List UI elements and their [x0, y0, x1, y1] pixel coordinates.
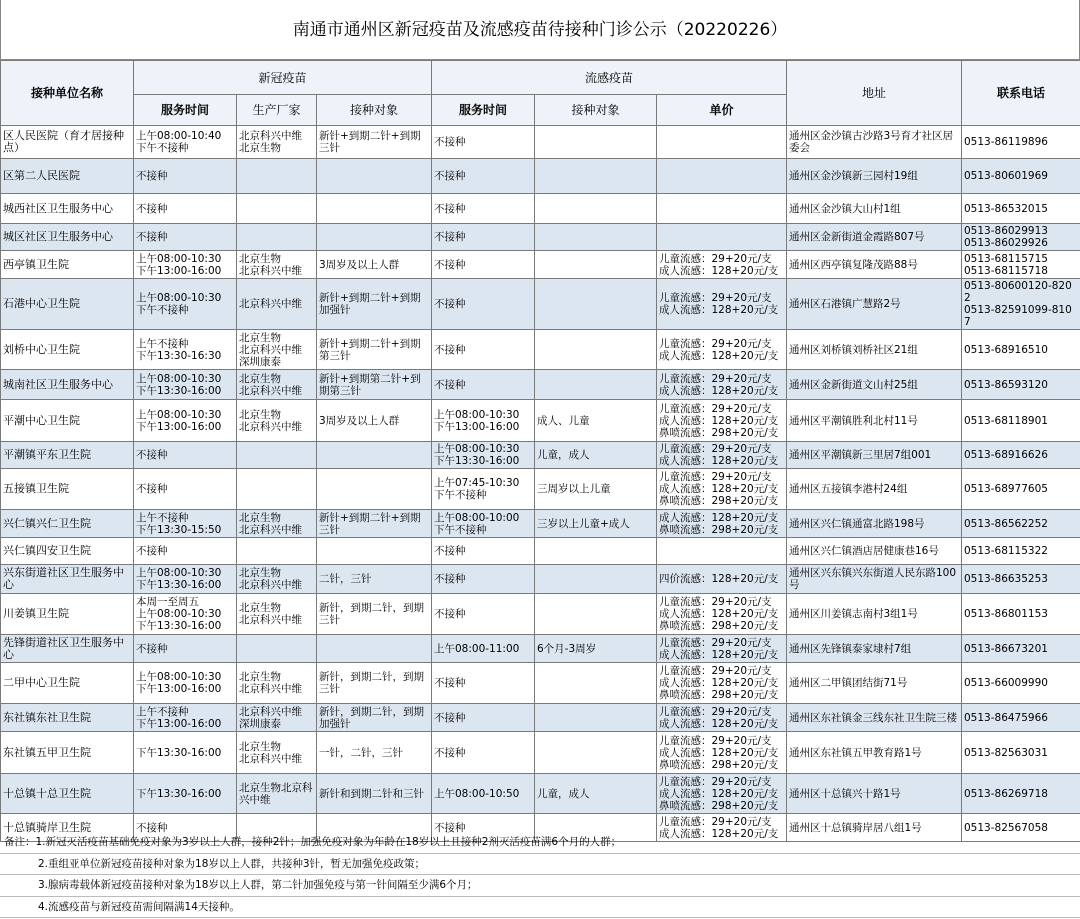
cell-unit-name: 西亭镇卫生院: [1, 251, 134, 279]
cell-covid-target: [317, 469, 432, 510]
cell-address: 通州区东社镇金三线东社卫生院三楼: [787, 704, 962, 732]
cell-flu-target: [535, 370, 657, 400]
cell-flu-time: 不接种: [432, 538, 535, 565]
cell-flu-price: 儿童流感：29+20元/支 成人流感：128+20元/支: [657, 704, 787, 732]
cell-flu-price: 儿童流感：29+20元/支 成人流感：128+20元/支 鼻喷流感：298+20元/支: [657, 400, 787, 442]
cell-unit-name: 城区社区卫生服务中心: [1, 224, 134, 251]
cell-covid-target: 新针+到期二针+到期加强针: [317, 279, 432, 330]
header-covid-target: 接种对象: [317, 95, 432, 126]
cell-address: 通州区平潮镇新三里居7组001: [787, 442, 962, 469]
cell-flu-price: 儿童流感：29+20元/支 成人流感：128+20元/支: [657, 279, 787, 330]
cell-covid-time: 上午08:00-10:40 下午不接种: [134, 126, 237, 159]
cell-phone: 0513-68115715 0513-68115718: [962, 251, 1080, 279]
cell-flu-time: 不接种: [432, 330, 535, 370]
cell-address: 通州区刘桥镇刘桥社区21组: [787, 330, 962, 370]
cell-flu-target: 6个月-3周岁: [535, 635, 657, 663]
cell-flu-target: [535, 538, 657, 565]
cell-phone: 0513-86475966: [962, 704, 1080, 732]
cell-phone: 0513-82563031: [962, 732, 1080, 774]
cell-covid-time: 不接种: [134, 224, 237, 251]
cell-flu-price: [657, 224, 787, 251]
cell-covid-time: 不接种: [134, 635, 237, 663]
cell-address: 通州区平潮镇胜利北村11号: [787, 400, 962, 442]
table-row: [1, 279, 1080, 330]
cell-unit-name: 五接镇卫生院: [1, 469, 134, 510]
cell-phone: 0513-86532015: [962, 194, 1080, 224]
cell-covid-target: [317, 194, 432, 224]
cell-covid-target: 新针，到期二针，到期三针: [317, 594, 432, 635]
cell-flu-price: 儿童流感：29+20元/支 成人流感：128+20元/支 鼻喷流感：298+20元/支: [657, 663, 787, 704]
table-row: [1, 663, 1080, 704]
cell-covid-maker: [237, 224, 317, 251]
cell-flu-price: 儿童流感：29+20元/支 成人流感：128+20元/支: [657, 814, 787, 842]
table-row: [1, 370, 1080, 400]
cell-covid-maker: 北京科兴中维 深圳康泰: [237, 704, 317, 732]
cell-covid-maker: [237, 442, 317, 469]
cell-covid-time: 上午不接种 下午13:30-15:50: [134, 510, 237, 538]
cell-unit-name: 平潮镇平东卫生院: [1, 442, 134, 469]
cell-phone: 0513-86635253: [962, 565, 1080, 594]
cell-unit-name: 二甲中心卫生院: [1, 663, 134, 704]
header-unit: 接种单位名称: [1, 61, 134, 126]
note-line: 3.腺病毒载体新冠疫苗接种对象为18岁以上人群，第二针加强免疫与第一针间隔至少满6个月；: [0, 875, 1080, 897]
note-line: 2.重组亚单位新冠疫苗接种对象为18岁以上人群，共接种3针，暂无加强免疫政策；: [0, 854, 1080, 876]
cell-flu-time: 不接种: [432, 159, 535, 194]
table-body: [1, 126, 1080, 842]
cell-unit-name: 城西社区卫生服务中心: [1, 194, 134, 224]
cell-covid-time: 不接种: [134, 469, 237, 510]
cell-flu-time: 不接种: [432, 194, 535, 224]
cell-address: 通州区兴仁镇通富北路198号: [787, 510, 962, 538]
cell-flu-time: 不接种: [432, 126, 535, 159]
table-row: [1, 330, 1080, 370]
cell-covid-target: 新针+到期二针+到期三针: [317, 126, 432, 159]
cell-covid-maker: 北京科兴中维: [237, 279, 317, 330]
cell-address: 通州区兴东镇兴东街道人民东路100号: [787, 565, 962, 594]
cell-phone: 0513-86119896: [962, 126, 1080, 159]
cell-flu-price: 儿童流感：29+20元/支 成人流感：128+20元/支: [657, 442, 787, 469]
header-flu-target: 接种对象: [535, 95, 657, 126]
cell-covid-target: [317, 538, 432, 565]
cell-unit-name: 平潮中心卫生院: [1, 400, 134, 442]
cell-covid-target: 3周岁及以上人群: [317, 251, 432, 279]
cell-covid-maker: [237, 635, 317, 663]
table-row: [1, 469, 1080, 510]
cell-covid-maker: 北京生物 北京科兴中维: [237, 510, 317, 538]
cell-covid-time: 本周一至周五 上午08:00-10:30 下午13:30-16:00: [134, 594, 237, 635]
cell-address: 通州区金沙镇古沙路3号育才社区居委会: [787, 126, 962, 159]
cell-unit-name: 先锋街道社区卫生服务中心: [1, 635, 134, 663]
page-title: 南通市通州区新冠疫苗及流感疫苗待接种门诊公示（20220226）: [0, 0, 1080, 60]
table-row: [1, 510, 1080, 538]
cell-phone: 0513-86029913 0513-86029926: [962, 224, 1080, 251]
cell-address: 通州区兴仁镇酒店居健康巷16号: [787, 538, 962, 565]
cell-address: 通州区十总镇骑岸居八组1号: [787, 814, 962, 842]
cell-flu-price: 四价流感：128+20元/支: [657, 565, 787, 594]
cell-covid-target: 3周岁及以上人群: [317, 400, 432, 442]
cell-flu-price: 儿童流感：29+20元/支 成人流感：128+20元/支 鼻喷流感：298+20元/支: [657, 469, 787, 510]
cell-phone: 0513-68977605: [962, 469, 1080, 510]
cell-phone: 0513-68118901: [962, 400, 1080, 442]
table-row: [1, 538, 1080, 565]
cell-phone: 0513-86673201: [962, 635, 1080, 663]
cell-covid-maker: 北京生物 北京科兴中维: [237, 594, 317, 635]
cell-flu-target: 三岁以上儿童+成人: [535, 510, 657, 538]
table-row: [1, 159, 1080, 194]
table-row: [1, 704, 1080, 732]
cell-flu-target: [535, 224, 657, 251]
cell-phone: 0513-86801153: [962, 594, 1080, 635]
table-row: [1, 251, 1080, 279]
cell-phone: 0513-68916510: [962, 330, 1080, 370]
cell-covid-target: 一针，二针，三针: [317, 732, 432, 774]
cell-flu-target: [535, 251, 657, 279]
cell-covid-maker: 北京生物 北京科兴中维: [237, 663, 317, 704]
cell-covid-maker: 北京生物 北京科兴中维: [237, 370, 317, 400]
table-row: [1, 224, 1080, 251]
cell-flu-target: [535, 126, 657, 159]
header-flu-time: 服务时间: [432, 95, 535, 126]
cell-phone: 0513-68115322: [962, 538, 1080, 565]
cell-address: 通州区五接镇李港村24组: [787, 469, 962, 510]
cell-covid-target: 新针和到期二针和三针: [317, 774, 432, 814]
cell-flu-time: 不接种: [432, 594, 535, 635]
cell-address: 通州区金沙镇大山村1组: [787, 194, 962, 224]
cell-covid-maker: [237, 159, 317, 194]
cell-covid-target: [317, 159, 432, 194]
cell-covid-target: 新针+到期第二针+到期第三针: [317, 370, 432, 400]
cell-flu-target: [535, 279, 657, 330]
cell-flu-target: 三周岁以上儿童: [535, 469, 657, 510]
cell-covid-time: 上午08:00-10:30 下午13:00-16:00: [134, 400, 237, 442]
cell-flu-time: 不接种: [432, 663, 535, 704]
cell-flu-time: 不接种: [432, 565, 535, 594]
cell-flu-target: [535, 565, 657, 594]
table-row: [1, 400, 1080, 442]
cell-flu-price: 儿童流感：29+20元/支 成人流感：128+20元/支 鼻喷流感：298+20元/支: [657, 732, 787, 774]
cell-flu-price: 成人流感：128+20元/支 鼻喷流感：298+20元/支: [657, 510, 787, 538]
cell-covid-time: 上午不接种 下午13:30-16:30: [134, 330, 237, 370]
header-flu-price: 单价: [657, 95, 787, 126]
cell-address: 通州区二甲镇团结街71号: [787, 663, 962, 704]
cell-covid-target: [317, 224, 432, 251]
cell-unit-name: 兴东街道社区卫生服务中心: [1, 565, 134, 594]
cell-flu-time: 上午08:00-11:00: [432, 635, 535, 663]
header-covid-time: 服务时间: [134, 95, 237, 126]
cell-covid-maker: 北京科兴中维 北京生物: [237, 126, 317, 159]
table-row: [1, 442, 1080, 469]
notes-section: [0, 832, 1080, 918]
cell-phone: 0513-66009990: [962, 663, 1080, 704]
cell-address: 通州区金新街道金霞路807号: [787, 224, 962, 251]
header-phone: 联系电话: [962, 61, 1080, 126]
cell-covid-target: [317, 442, 432, 469]
cell-flu-target: [535, 194, 657, 224]
cell-covid-target: [317, 635, 432, 663]
cell-covid-target: 新针+到期二针+到期三针: [317, 510, 432, 538]
cell-covid-maker: 北京生物 北京科兴中维: [237, 565, 317, 594]
cell-address: 通州区金新街道文山村25组: [787, 370, 962, 400]
cell-flu-price: [657, 126, 787, 159]
cell-address: 通州区川姜镇志南村3组1号: [787, 594, 962, 635]
cell-flu-target: [535, 704, 657, 732]
cell-unit-name: 石港中心卫生院: [1, 279, 134, 330]
cell-flu-price: [657, 538, 787, 565]
cell-phone: 0513-80600120-8202 0513-82591099-8107: [962, 279, 1080, 330]
cell-flu-time: 上午08:00-10:30 下午13:00-16:00: [432, 400, 535, 442]
cell-flu-target: 成人、儿童: [535, 400, 657, 442]
cell-covid-time: 不接种: [134, 194, 237, 224]
cell-unit-name: 区第二人民医院: [1, 159, 134, 194]
table-row: [1, 194, 1080, 224]
cell-address: 通州区东社镇五甲教育路1号: [787, 732, 962, 774]
cell-address: 通州区西亭镇复隆茂路88号: [787, 251, 962, 279]
clinic-table: [0, 60, 1080, 842]
cell-covid-target: 新针，到期二针，到期加强针: [317, 704, 432, 732]
cell-flu-target: [535, 330, 657, 370]
cell-covid-time: 上午08:00-10:30 下午13:00-16:00: [134, 663, 237, 704]
cell-unit-name: 区人民医院（育才居接种点）: [1, 126, 134, 159]
cell-flu-time: 上午07:45-10:30 下午不接种: [432, 469, 535, 510]
cell-covid-maker: 北京生物 北京科兴中维 深圳康泰: [237, 330, 317, 370]
cell-covid-time: 上午08:00-10:30 下午13:00-16:00: [134, 251, 237, 279]
cell-covid-target: 二针，三针: [317, 565, 432, 594]
cell-phone: 0513-86593120: [962, 370, 1080, 400]
cell-covid-maker: 北京生物 北京科兴中维: [237, 251, 317, 279]
cell-covid-time: 上午08:00-10:30 下午13:30-16:00: [134, 370, 237, 400]
cell-flu-time: 上午08:00-10:50: [432, 774, 535, 814]
cell-flu-time: 不接种: [432, 251, 535, 279]
cell-covid-maker: 北京生物北京科兴中维: [237, 774, 317, 814]
cell-unit-name: 十总镇十总卫生院: [1, 774, 134, 814]
cell-flu-price: 儿童流感：29+20元/支 成人流感：128+20元/支: [657, 635, 787, 663]
cell-flu-time: 不接种: [432, 814, 535, 842]
cell-flu-target: [535, 159, 657, 194]
cell-flu-time: 上午08:00-10:30 下午13:30-16:00: [432, 442, 535, 469]
cell-covid-maker: [237, 538, 317, 565]
cell-flu-time: 不接种: [432, 704, 535, 732]
note-line: 4.流感疫苗与新冠疫苗需间隔满14天接种。: [0, 897, 1080, 919]
cell-flu-target: [535, 594, 657, 635]
cell-flu-price: [657, 194, 787, 224]
cell-flu-price: 儿童流感：29+20元/支 成人流感：128+20元/支 鼻喷流感：298+20元/支: [657, 594, 787, 635]
table-row: [1, 635, 1080, 663]
cell-covid-time: 不接种: [134, 159, 237, 194]
cell-address: 通州区石港镇广慧路2号: [787, 279, 962, 330]
table-row: [1, 565, 1080, 594]
cell-flu-time: 不接种: [432, 370, 535, 400]
cell-unit-name: 刘桥中心卫生院: [1, 330, 134, 370]
cell-unit-name: 东社镇五甲卫生院: [1, 732, 134, 774]
cell-unit-name: 兴仁镇四安卫生院: [1, 538, 134, 565]
cell-covid-time: 不接种: [134, 814, 237, 842]
cell-unit-name: 城南社区卫生服务中心: [1, 370, 134, 400]
cell-covid-target: 新针+到期二针+到期第三针: [317, 330, 432, 370]
header-covid: 新冠疫苗: [134, 61, 432, 95]
cell-flu-price: [657, 159, 787, 194]
cell-phone: 0513-86269718: [962, 774, 1080, 814]
cell-covid-time: 下午13:30-16:00: [134, 732, 237, 774]
cell-phone: 0513-82567058: [962, 814, 1080, 842]
header-covid-maker: 生产厂家: [237, 95, 317, 126]
table-row: [1, 732, 1080, 774]
cell-covid-time: 上午08:00-10:30 下午不接种: [134, 279, 237, 330]
cell-flu-target: [535, 663, 657, 704]
table-row: [1, 774, 1080, 814]
cell-flu-time: 上午08:00-10:00 下午不接种: [432, 510, 535, 538]
cell-covid-time: 上午不接种 下午13:00-16:00: [134, 704, 237, 732]
cell-address: 通州区金沙镇新三园村19组: [787, 159, 962, 194]
cell-flu-price: 儿童流感：29+20元/支 成人流感：128+20元/支: [657, 330, 787, 370]
cell-covid-maker: 北京生物 北京科兴中维: [237, 732, 317, 774]
cell-covid-maker: 北京生物 北京科兴中维: [237, 400, 317, 442]
cell-unit-name: 兴仁镇兴仁卫生院: [1, 510, 134, 538]
cell-address: 通州区十总镇兴十路1号: [787, 774, 962, 814]
cell-covid-maker: [237, 194, 317, 224]
cell-unit-name: 十总镇骑岸卫生院: [1, 814, 134, 842]
cell-unit-name: 东社镇东社卫生院: [1, 704, 134, 732]
cell-flu-price: 儿童流感：29+20元/支 成人流感：128+20元/支 鼻喷流感：298+20元/支: [657, 774, 787, 814]
cell-phone: 0513-68916626: [962, 442, 1080, 469]
cell-covid-time: 不接种: [134, 442, 237, 469]
cell-phone: 0513-86562252: [962, 510, 1080, 538]
note-line: 备注：1.新冠灭活疫苗基础免疫对象为3岁以上人群，接种2针；加强免疫对象为年龄在18岁以上且接种2剂灭活疫苗满6个月的人群；: [0, 832, 1080, 854]
cell-phone: 0513-80601969: [962, 159, 1080, 194]
cell-covid-time: 上午08:00-10:30 下午13:30-16:00: [134, 565, 237, 594]
cell-flu-target: 儿童，成人: [535, 442, 657, 469]
table-row: [1, 594, 1080, 635]
header-flu: 流感疫苗: [432, 61, 787, 95]
cell-flu-time: 不接种: [432, 279, 535, 330]
cell-flu-price: 儿童流感：29+20元/支 成人流感：128+20元/支: [657, 251, 787, 279]
cell-flu-target: [535, 732, 657, 774]
cell-covid-time: 下午13:30-16:00: [134, 774, 237, 814]
cell-address: 通州区先锋镇泰家埭村7组: [787, 635, 962, 663]
cell-covid-time: 不接种: [134, 538, 237, 565]
cell-unit-name: 川姜镇卫生院: [1, 594, 134, 635]
cell-covid-maker: [237, 469, 317, 510]
cell-flu-target: 儿童，成人: [535, 774, 657, 814]
cell-flu-time: 不接种: [432, 732, 535, 774]
cell-covid-target: 新针，到期二针，到期三针: [317, 663, 432, 704]
table-row: [1, 126, 1080, 159]
header-address: 地址: [787, 61, 962, 126]
cell-flu-time: 不接种: [432, 224, 535, 251]
cell-flu-price: 儿童流感：29+20元/支 成人流感：128+20元/支: [657, 370, 787, 400]
